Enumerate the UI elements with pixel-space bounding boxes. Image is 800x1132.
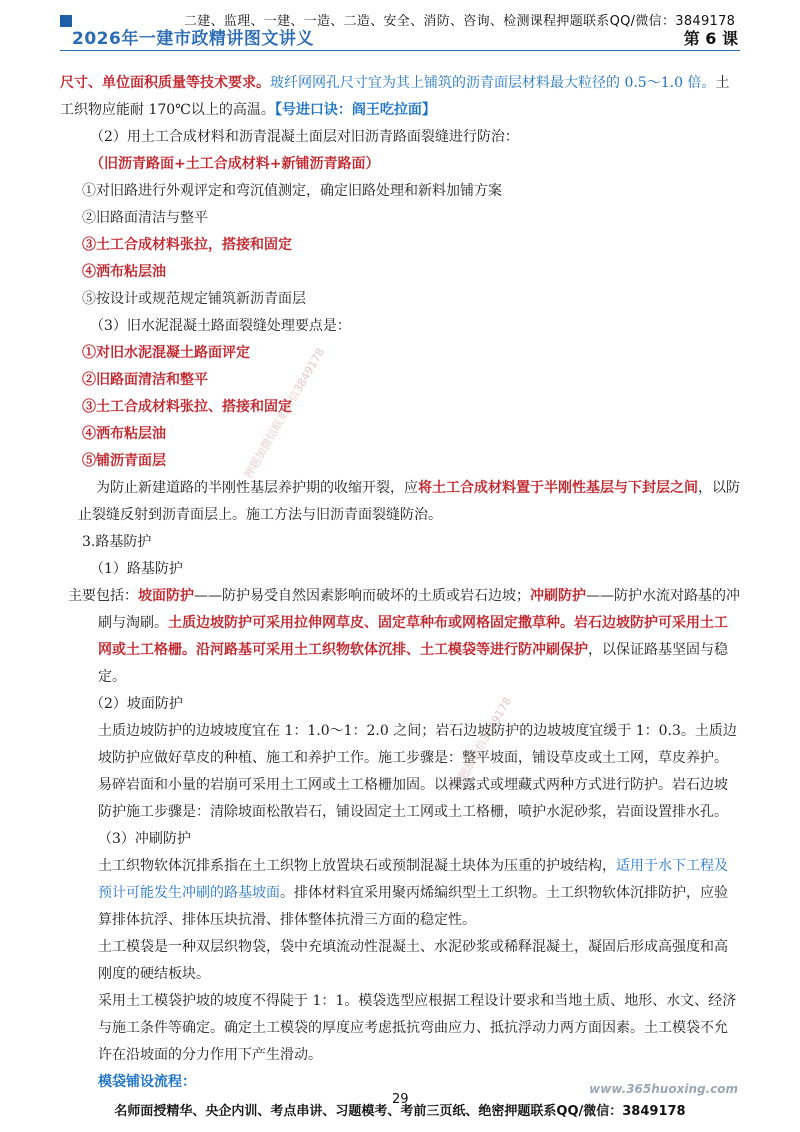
list-item: ②旧路面清洁与整平 — [82, 210, 208, 226]
header-title: 2026年一建市政精讲图文讲义 — [72, 29, 314, 49]
paragraph — [60, 853, 740, 934]
plain-text: ，以保证路基坚固与稳定。 — [98, 642, 728, 685]
paragraph — [60, 70, 740, 124]
emphasis-text: 冲刷防护 — [530, 588, 586, 604]
watermark: 押题加微信3849178 — [450, 694, 515, 792]
list-item: ⑤按设计或规范规定铺筑新沥青面层 — [82, 291, 306, 307]
plain-text: 。排体材料宜采用聚丙烯编织型土工织物。土工织物软体沉排防护，应验算排体抗浮、排体压块抗滑、排体整体抗滑三方面的稳定性。 — [98, 885, 728, 928]
highlight-text: 玻纤网网孔尺寸宜为其上铺筑的沥青面层材料最大粒径的 0.5～1.0 倍。 — [270, 75, 716, 91]
subsection-title: （3）冲刷防护 — [98, 831, 191, 847]
section-heading: （3）旧水泥混凝土路面裂缝处理要点是： — [90, 318, 351, 334]
list-item: ③土工合成材料张拉、搭接和固定 — [82, 399, 292, 415]
website-watermark: www.365huoxing.com — [589, 1082, 738, 1096]
emphasis-text: 尺寸、单位面积质量等技术要求。 — [60, 75, 270, 91]
list-item: ①对旧水泥混凝土路面评定 — [82, 345, 250, 361]
list-item: ②旧路面清洁和整平 — [82, 372, 208, 388]
paragraph: 土工模袋是一种双层织物袋，袋中充填流动性混凝土、水泥砂浆或稀释混凝土，凝固后形成高强度和高刚度的硬结板块。 — [98, 939, 728, 982]
formula-text: （旧沥青路面+土工合成材料+新铺沥青路面） — [90, 156, 380, 172]
list-item: ④洒布粘层油 — [82, 264, 166, 280]
emphasis-text: 坡面防护 — [138, 588, 194, 604]
highlight-text: 适用于水下工程及预计可能发生冲刷的路基坡面 — [98, 858, 728, 901]
plain-text: ——防护水流对路基的冲刷与淘刷。 — [98, 588, 740, 631]
emphasis-text: 将土工合成材料置于半刚性基层与下封层之间 — [418, 480, 698, 496]
header-divider — [60, 50, 740, 51]
paragraph — [38, 475, 740, 529]
plain-text: 主要包括： — [68, 588, 138, 604]
plain-text: 土工织物软体沉排系指在土工织物上放置块石或预制混凝土块体为压重的护坡结构， — [98, 858, 616, 874]
section-heading: （2）用土工合成材料和沥青混凝土面层对旧沥青路面裂缝进行防治： — [90, 129, 519, 145]
document-body — [60, 70, 740, 1096]
emphasis-text: 土质边坡防护可采用拉伸网草皮、固定草种布或网格固定撒草种。岩石边坡防护可采用土工网或土工格栅。沿河路基可采用土工织物软体沉排、土工模袋等进行防冲刷保护 — [98, 615, 728, 658]
footer-text: 名师面授精华、央企内训、考点串讲、习题模考、考前三页纸、绝密押题联系QQ/微信：3849178 — [114, 1104, 686, 1119]
plain-text: 土工织物应能耐 170℃以上的高温。 — [60, 75, 730, 118]
header-contact: 二建、监理、一建、一造、二造、安全、消防、咨询、检测课程押题联系QQ/微信：3849178 — [184, 14, 736, 29]
subsection-title: （2）坡面防护 — [90, 696, 183, 712]
plain-text: ——防护易受自然因素影响而破坏的土质或岩石边坡； — [194, 588, 530, 604]
plain-text: ，以防止裂缝反射到沥青面层上。施工方法与旧沥青面裂缝防治。 — [78, 480, 740, 523]
flow-heading: 模袋铺设流程： — [98, 1074, 196, 1090]
page-number: 29 — [392, 1092, 409, 1107]
section-title: 3.路基防护 — [82, 534, 152, 550]
mnemonic-text: 【号进口诀：阎王吃拉面】 — [274, 102, 436, 118]
paragraph: 采用土工模袋护坡的坡度不得陡于 1：1。模袋选型应根据工程设计要求和当地土质、地形、水文、经济与施工条件等确定。确定土工模袋的厚度应考虑抵抗弯曲应力、抵抗浮动力两方面因素。土工模袋不允许在沿坡面的分力作用下产生滑动。 — [98, 993, 737, 1063]
subsection-title: （1）路基防护 — [90, 561, 183, 577]
paragraph — [30, 583, 740, 691]
list-item: ①对旧路进行外观评定和弯沉值测定，确定旧路处理和新料加铺方案 — [82, 183, 502, 199]
watermark: 押题加微信联系微信3849178 — [241, 345, 328, 481]
list-item: ④洒布粘层油 — [82, 426, 166, 442]
lesson-number: 第 6 课 — [683, 29, 738, 48]
list-item: ⑤铺沥青面层 — [82, 453, 166, 469]
plain-text: 为防止新建道路的半刚性基层养护期的收缩开裂，应 — [96, 480, 418, 496]
paragraph: 土质边坡防护的边坡坡度宜在 1：1.0～1：2.0 之间；岩石边坡防护的边坡坡度宜缓于 1：0.3。土质边坡防护应做好草皮的种植、施工和养护工作。施工步骤是：整平坡面，铺设草皮或土工网，草皮养护。易碎岩面和小量的岩崩可采用土工网或土工格栅加固。以裸露式或埋藏式两种方式进行防护。岩石边坡防护施工步骤是：清除坡面松散岩石，铺设固定土工网或土工格栅，喷护水泥砂浆，岩面设置排水孔。 — [98, 723, 737, 820]
header-logo-square — [60, 15, 72, 27]
list-item: ③土工合成材料张拉，搭接和固定 — [82, 237, 292, 253]
